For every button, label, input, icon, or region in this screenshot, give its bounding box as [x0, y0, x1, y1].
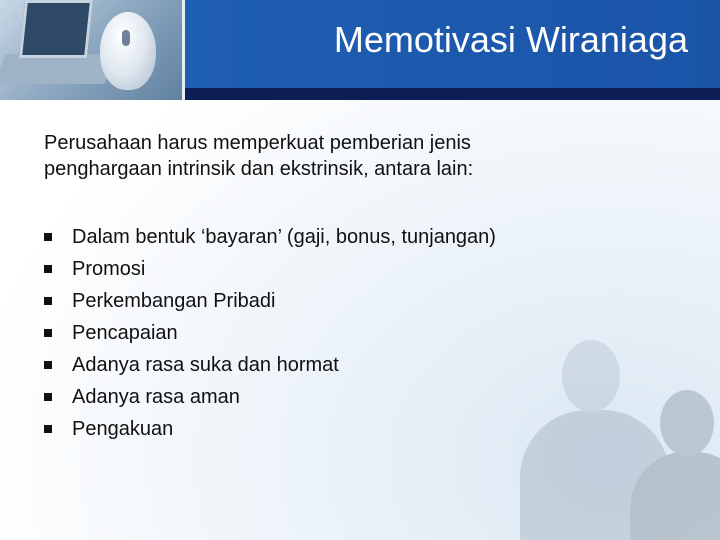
square-bullet-icon: [44, 297, 52, 305]
intro-line: penghargaan intrinsik dan ekstrinsik, antara lain:: [44, 158, 474, 180]
list-item-text: Perkembangan Pribadi: [72, 289, 276, 312]
list-item-text: Pengakuan: [72, 417, 174, 440]
list-item-text: Pencapaian: [72, 321, 178, 344]
square-bullet-icon: [44, 233, 52, 241]
square-bullet-icon: [44, 425, 52, 433]
list-item: [44, 253, 496, 285]
list-item-text: Promosi: [72, 257, 146, 280]
computer-mouse-photo: [0, 0, 190, 100]
slide-title: Memotivasi Wiraniaga: [333, 19, 688, 60]
bullet-list: [44, 221, 496, 445]
list-item-text: Adanya rasa suka dan hormat: [72, 353, 339, 376]
laptop-screen: [19, 0, 93, 58]
intro-line: Perusahaan harus memperkuat pemberian jenis: [44, 132, 471, 154]
list-item-text: Dalam bentuk ‘bayaran’ (gaji, bonus, tunjangan): [72, 225, 496, 248]
mouse-wheel: [122, 30, 130, 46]
person-left-head: [562, 340, 620, 412]
mouse-icon: [100, 12, 156, 90]
header: [0, 0, 720, 100]
business-people-photo: [500, 320, 720, 540]
square-bullet-icon: [44, 393, 52, 401]
person-right-head: [660, 390, 714, 456]
list-item: [44, 381, 496, 413]
square-bullet-icon: [44, 361, 52, 369]
list-item: [44, 349, 496, 381]
square-bullet-icon: [44, 265, 52, 273]
title-underline: [185, 88, 720, 100]
list-item: [44, 285, 496, 317]
list-item: [44, 413, 496, 445]
laptop-base: [0, 54, 115, 84]
list-item: [44, 221, 496, 253]
intro-text: [44, 130, 664, 182]
square-bullet-icon: [44, 329, 52, 337]
title-bar: [185, 0, 720, 88]
list-item-text: Adanya rasa aman: [72, 385, 240, 408]
list-item: [44, 317, 496, 349]
